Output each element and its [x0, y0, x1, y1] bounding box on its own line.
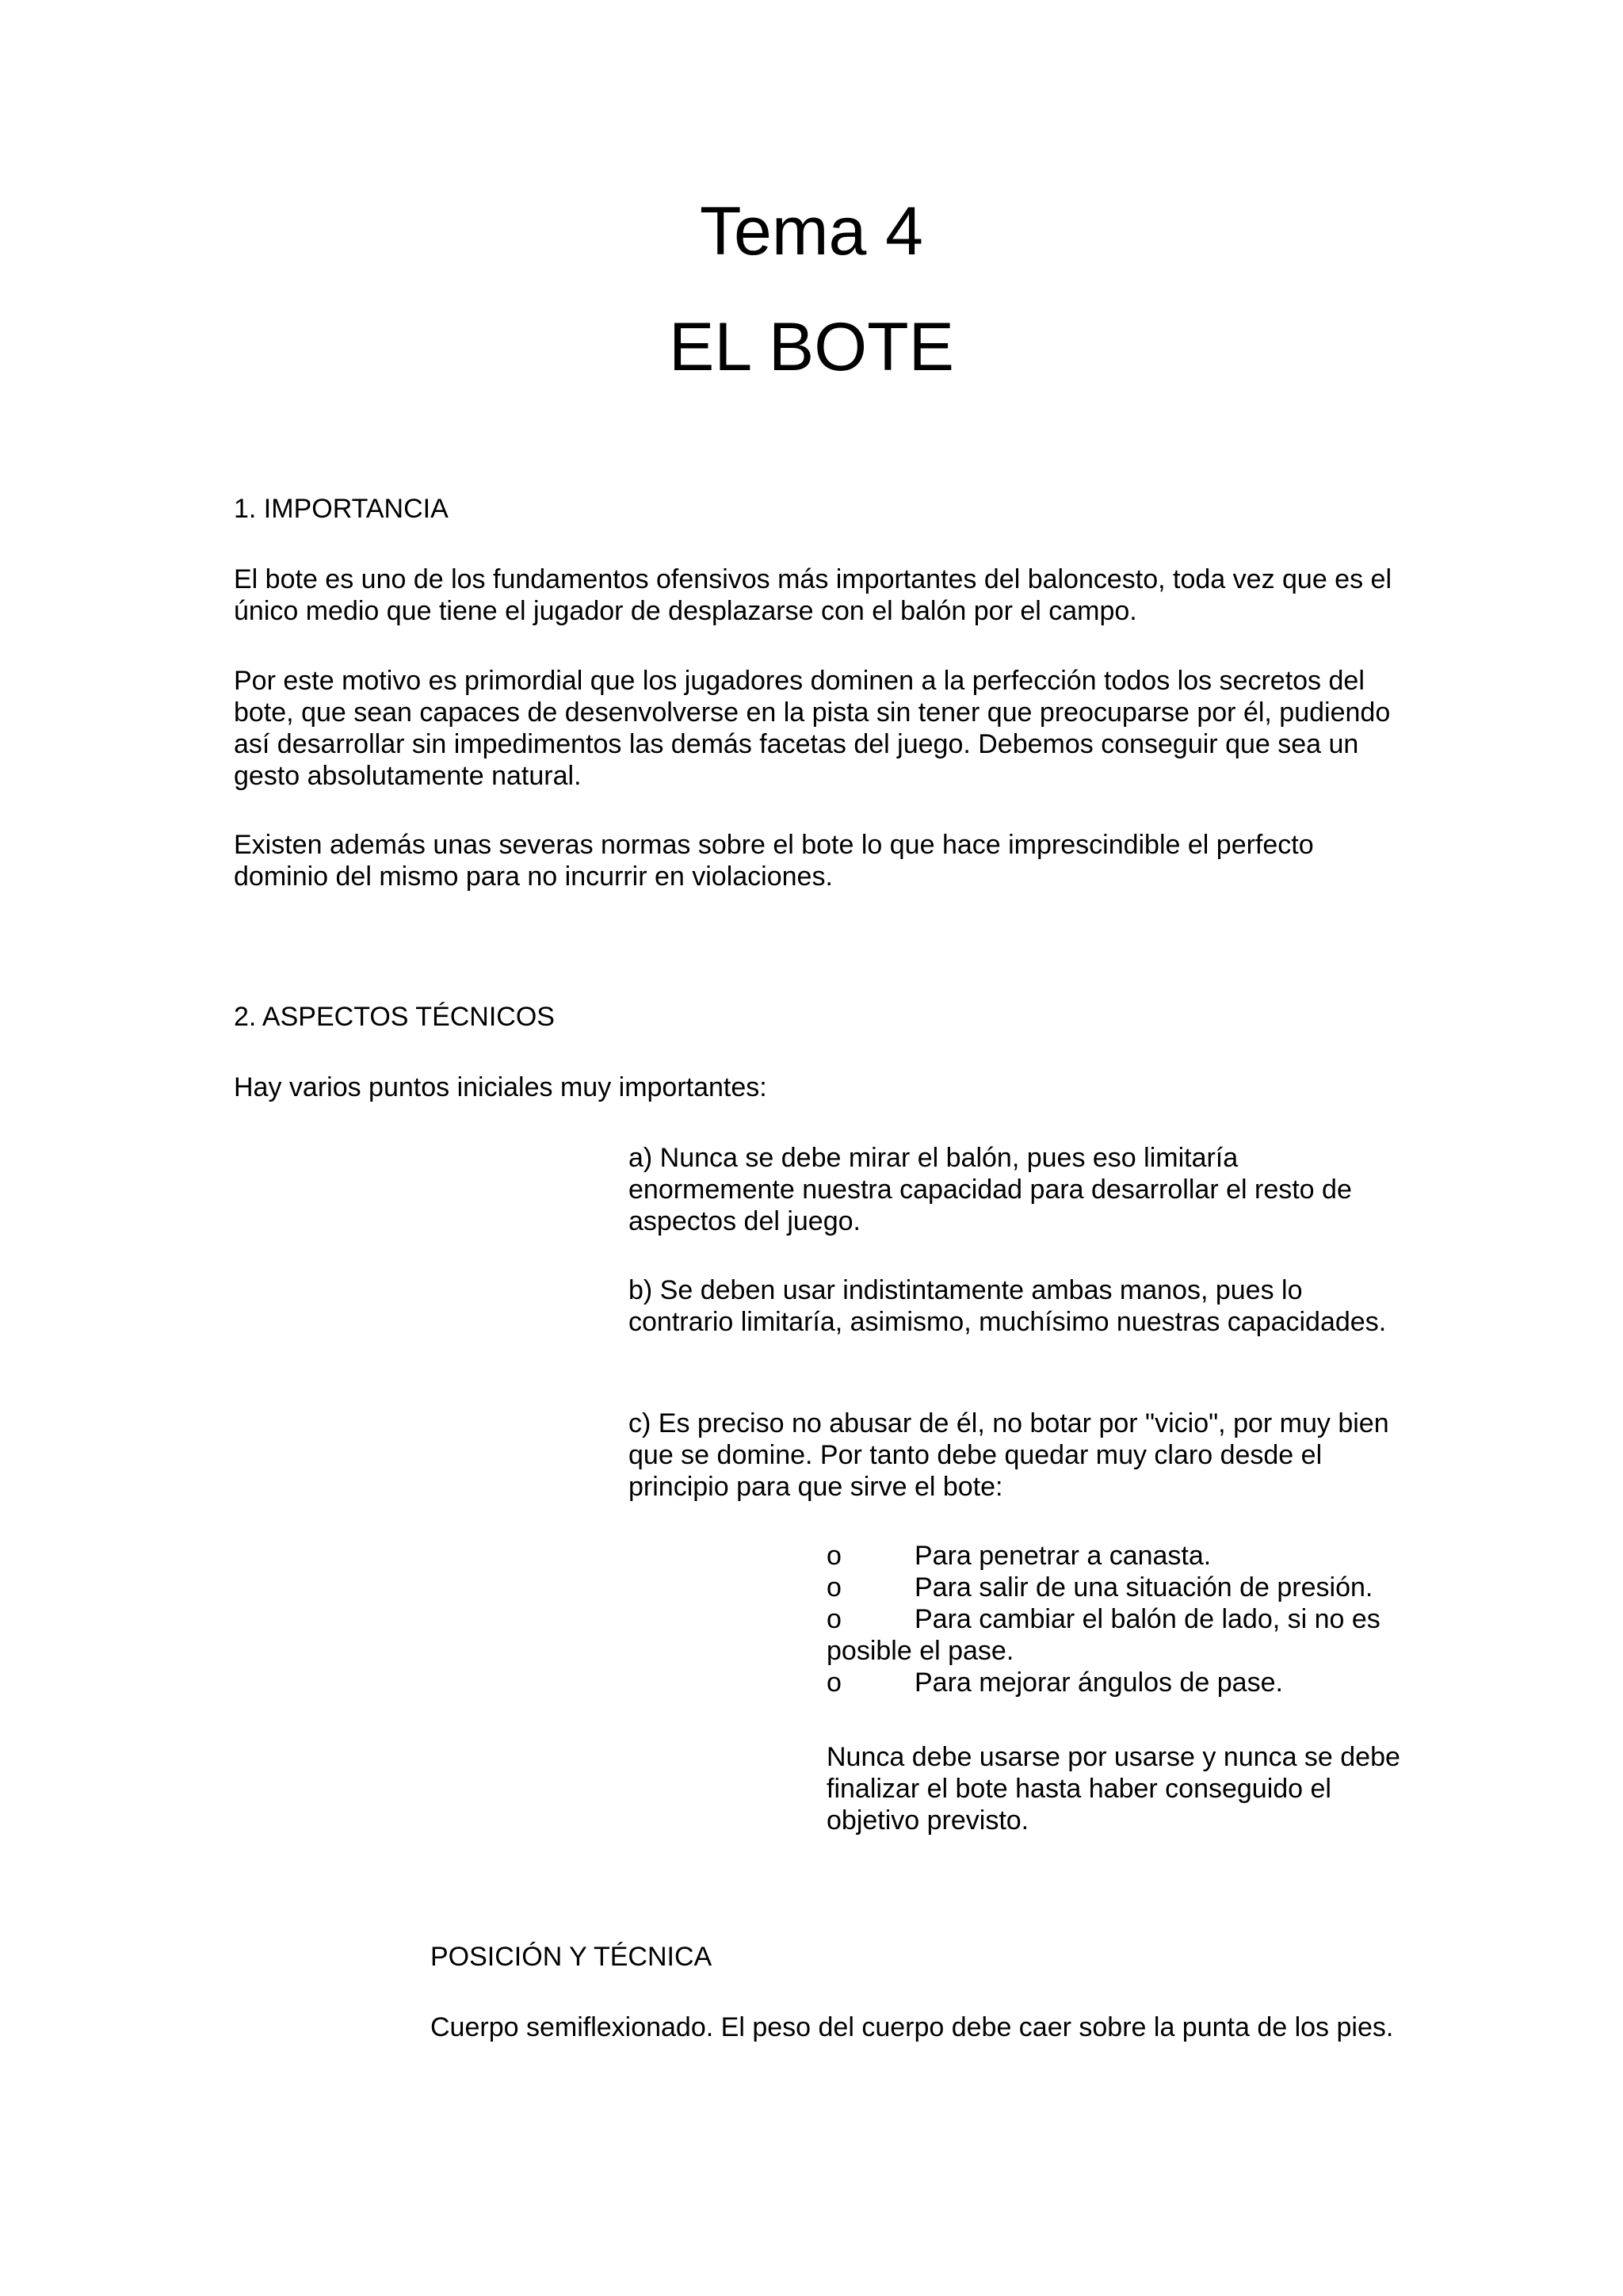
bullet-marker: o — [827, 1604, 842, 1634]
document-title: Tema 4 — [699, 193, 924, 269]
paragraph: Nunca debe usarse por usarse y nunca se debe finalizar el bote hasta haber conseguido el objetivo previsto. — [827, 1742, 1400, 1836]
point-b: b) Se deben usar indistintamente ambas manos, pues lo contrario limitaría, asimismo, muchísimo nuestras capacidades. — [628, 1275, 1387, 1337]
document-subtitle: EL BOTE — [668, 309, 955, 385]
list-item — [827, 1572, 1413, 1603]
paragraph: Cuerpo semiflexionado. El peso del cuerpo debe caer sobre la punta de los pies. — [430, 2012, 1394, 2042]
bullet-marker: o — [827, 1668, 842, 1698]
section-heading-posicion-tecnica: POSICIÓN Y TÉCNICA — [430, 1942, 712, 1972]
list-item — [827, 1540, 1413, 1572]
list-item-text: Para cambiar el balón de lado, si no es posible el pase. — [827, 1604, 1381, 1666]
point-a: a) Nunca se debe mirar el balón, pues eso limitaría enormemente nuestra capacidad para desarrollar el resto de aspectos del juego. — [628, 1143, 1352, 1236]
list-item-text: Para mejorar ángulos de pase. — [915, 1668, 1283, 1698]
bullet-marker: o — [827, 1572, 842, 1603]
bullet-list — [827, 1540, 1413, 1698]
bullet-marker: o — [827, 1541, 842, 1571]
list-item — [827, 1603, 1413, 1667]
point-c: c) Es preciso no abusar de él, no botar por "vicio", por muy bien que se domine. Por tanto debe quedar muy claro desde el principio para que sirve el bote: — [628, 1408, 1389, 1502]
section-heading-aspectos-tecnicos: 2. ASPECTOS TÉCNICOS — [234, 1002, 555, 1032]
list-item-text: Para penetrar a canasta. — [915, 1541, 1212, 1571]
section-heading-importancia: 1. IMPORTANCIA — [234, 494, 449, 524]
paragraph: El bote es uno de los fundamentos ofensivos más importantes del baloncesto, toda vez que es el único medio que tiene el jugador de desplazarse con el balón por el campo. — [234, 564, 1392, 626]
paragraph: Hay varios puntos iniciales muy importantes: — [234, 1072, 767, 1102]
list-item — [827, 1667, 1413, 1698]
list-item-text: Para salir de una situación de presión. — [915, 1572, 1373, 1603]
paragraph: Existen además unas severas normas sobre el bote lo que hace imprescindible el perfecto dominio del mismo para no incurrir en violaciones. — [234, 830, 1314, 892]
paragraph: Por este motivo es primordial que los jugadores dominen a la perfección todos los secretos del bote, que sean capaces de desenvolverse en la pista sin tener que preocuparse por él, pudiendo así desarrollar sin impedimentos las demás facetas del juego. Debemos conseguir que sea un gesto absolutamente natural. — [234, 666, 1391, 791]
